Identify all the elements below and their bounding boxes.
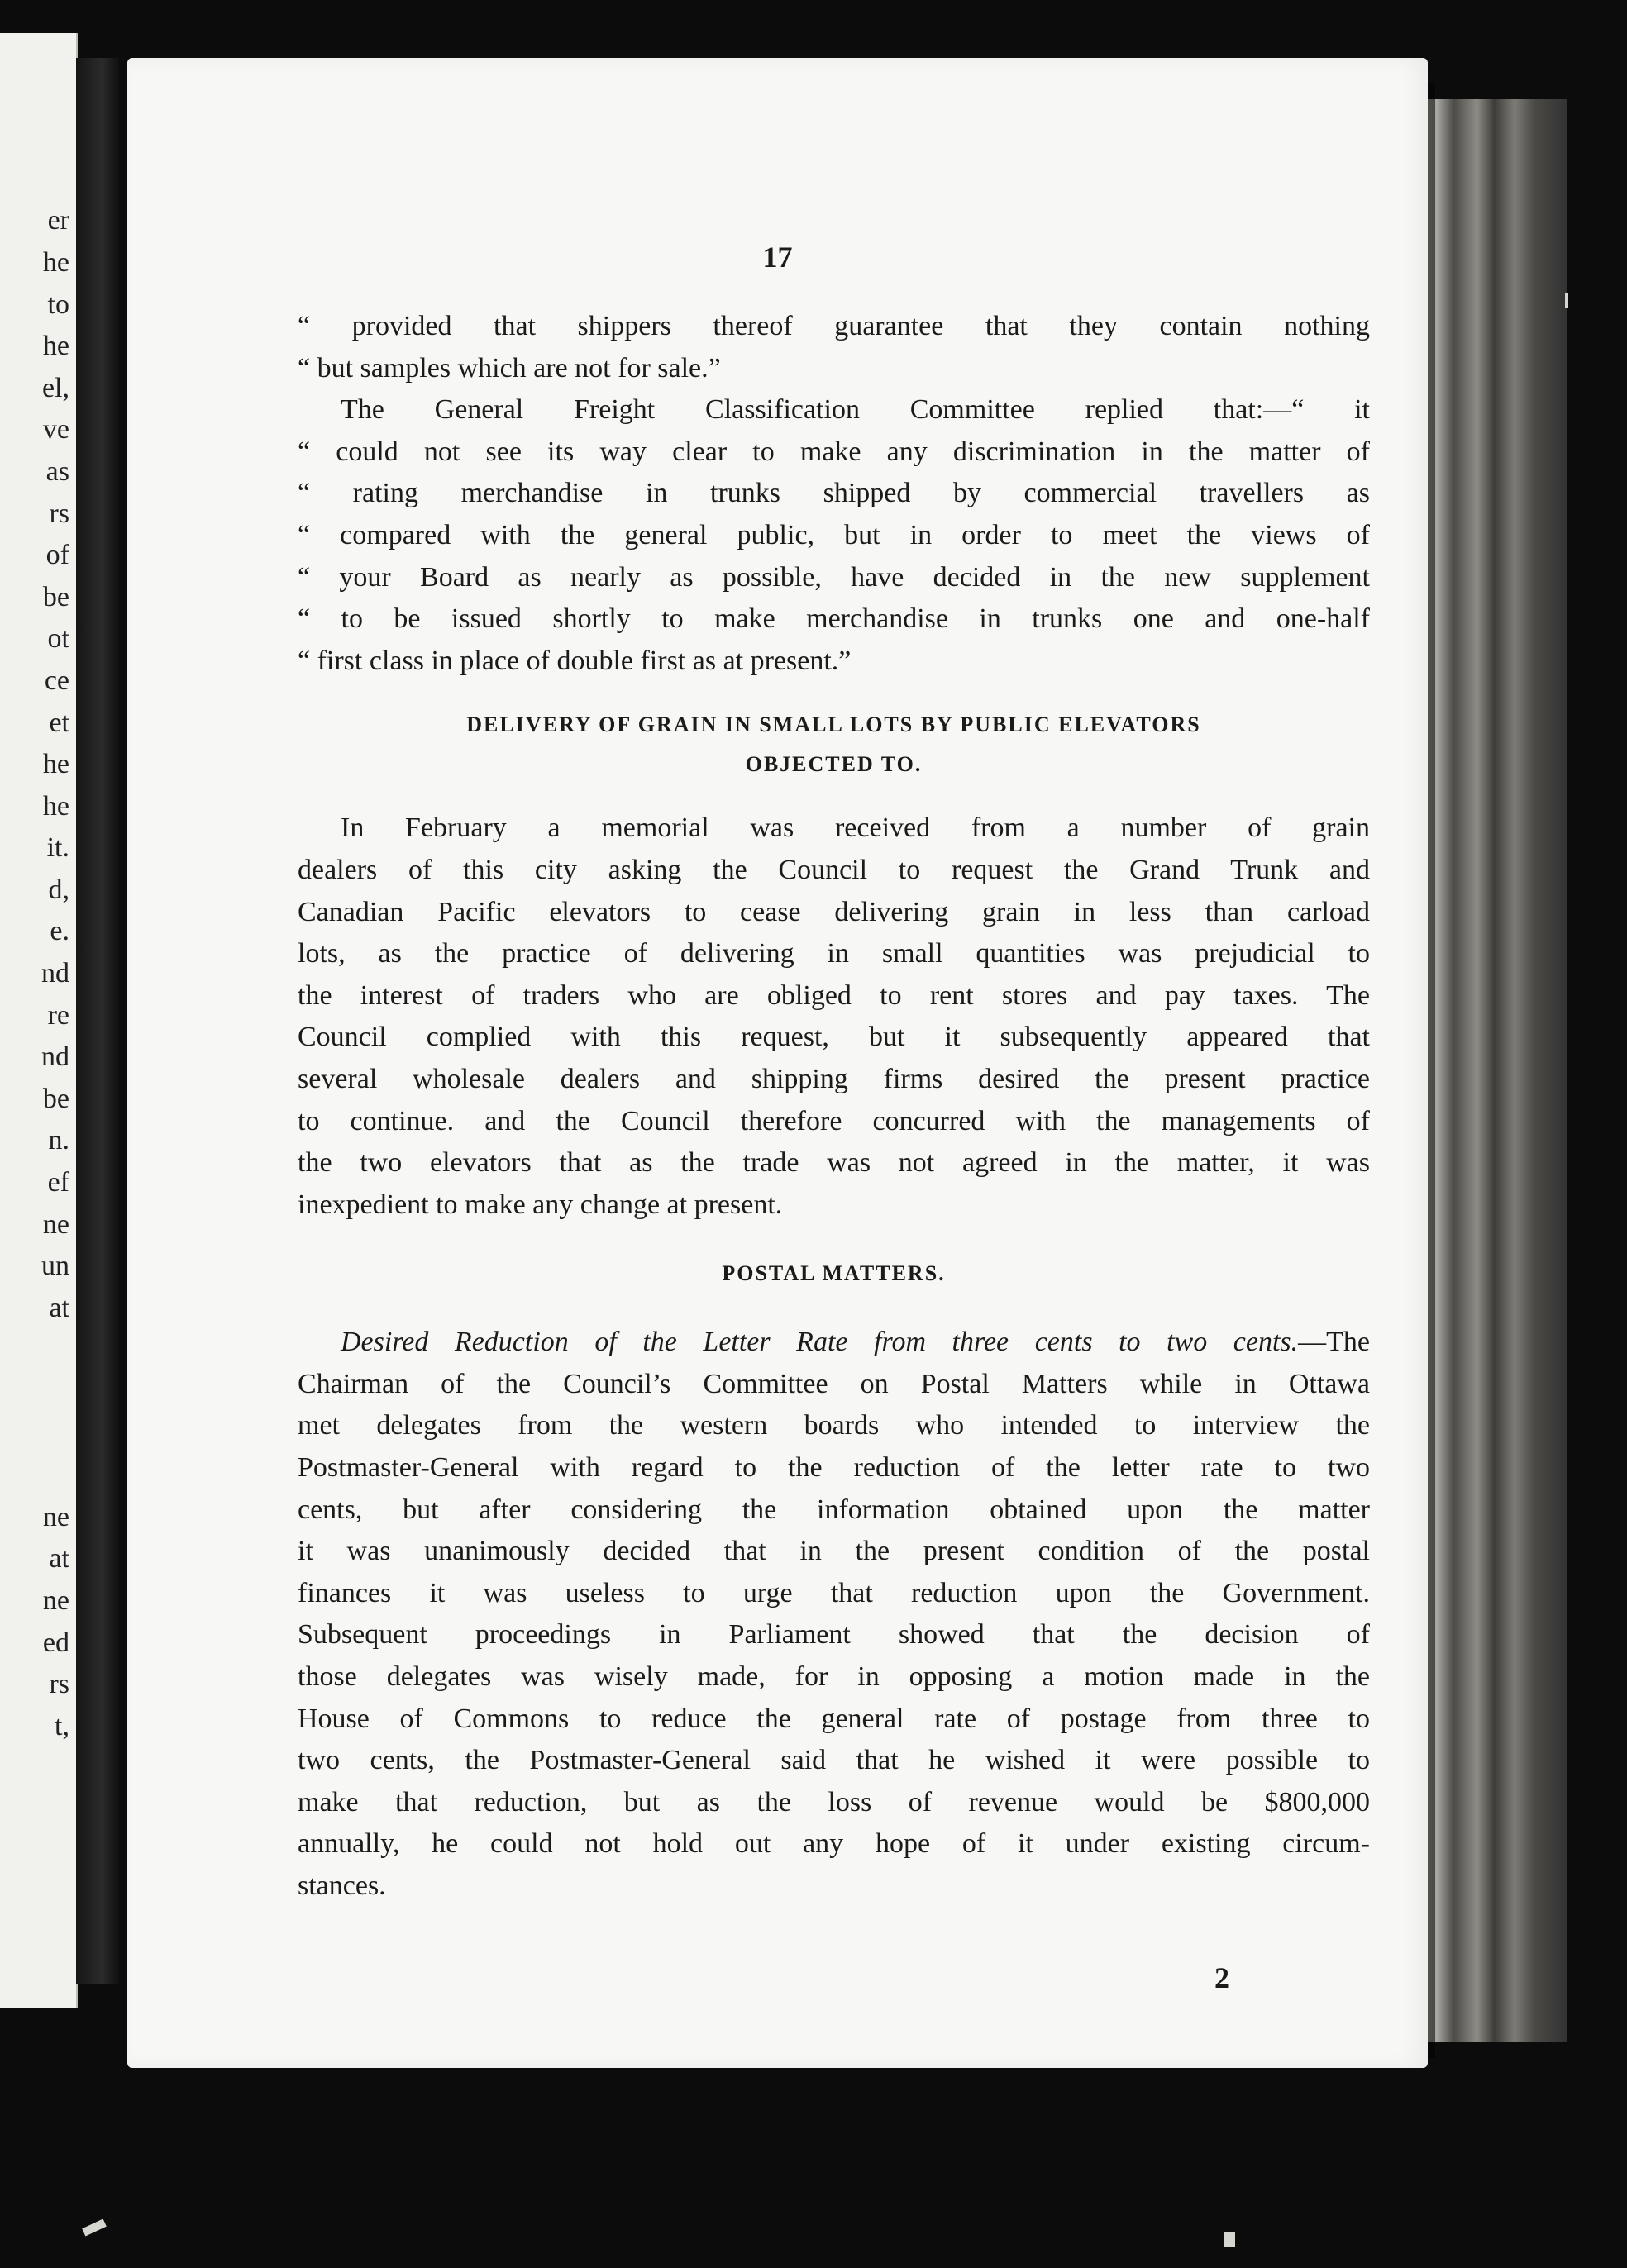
left-page-line-fragments — [0, 33, 74, 2008]
paragraph-line: Chairman of the Council’s Committee on Postal Matters while in Ottawa — [298, 1368, 1370, 1399]
paragraph-line: to continue. and the Council therefore concurred with the managements of — [298, 1105, 1370, 1136]
left-fragment: ne — [42, 1208, 69, 1240]
paragraph-line: make that reduction, but as the loss of revenue would be $800,000 — [298, 1786, 1370, 1818]
left-fragment: at — [49, 1292, 69, 1323]
left-fragment: it. — [46, 832, 69, 864]
left-fragment: be — [42, 581, 69, 612]
left-fragment: ot — [47, 623, 69, 655]
left-fragment: re — [47, 999, 69, 1031]
paragraph-line: House of Commons to reduce the general rate of postage from three to — [298, 1703, 1370, 1734]
postal-subheading: Desired Reduction of the Letter Rate from three cents to two cents. — [341, 1327, 1299, 1358]
left-fragment: as — [45, 455, 69, 487]
paragraph-line: Subsequent proceedings in Parliament showed that the decision of — [298, 1619, 1370, 1651]
left-fragment: of — [45, 540, 69, 571]
left-fragment: er — [47, 205, 69, 236]
postal-first-line-rest: —The — [1298, 1327, 1370, 1358]
left-fragment: nd — [41, 1041, 69, 1073]
left-fragment: rs — [49, 1669, 69, 1700]
book-page — [127, 58, 1428, 2068]
paragraph-line: inexpedient to make any change at present. — [298, 1189, 783, 1220]
left-facing-page — [0, 33, 78, 2008]
paragraph-line: several wholesale dealers and shipping firms desired the present practice — [298, 1063, 1370, 1094]
paragraph-line: “ compared with the general public, but in order to meet the views of — [298, 519, 1370, 550]
left-fragment: be — [42, 1083, 69, 1114]
left-fragment — [0, 33, 74, 75]
left-fragment — [0, 117, 74, 159]
left-fragment: to — [47, 288, 69, 320]
left-fragment: et — [49, 707, 69, 738]
left-fragment: ed — [42, 1627, 69, 1658]
paragraph-line: Canadian Pacific elevators to cease delivering grain in less than carload — [298, 896, 1370, 927]
paragraph-line: “ could not see its way clear to make any discrimination in the matter of — [298, 436, 1370, 467]
left-fragment: ne — [42, 1584, 69, 1616]
paragraph-line: two cents, the Postmaster-General said that he wished it were possible to — [298, 1745, 1370, 1776]
left-fragment: un — [41, 1251, 69, 1282]
paragraph-line: Council complied with this request, but it subsequently appeared that — [298, 1022, 1370, 1053]
left-fragment: he — [42, 331, 69, 362]
left-fragment: ef — [47, 1167, 69, 1198]
left-fragment — [0, 75, 74, 117]
left-fragment — [0, 1455, 74, 1497]
paragraph-line: “ your Board as nearly as possible, have decided in the new supplement — [298, 561, 1370, 593]
left-fragment: el, — [41, 372, 69, 403]
book-gutter — [76, 58, 119, 1984]
film-scratch — [1565, 293, 1568, 308]
left-fragment: he — [42, 790, 69, 822]
left-fragment: rs — [49, 498, 69, 529]
paragraph-line: stances. — [298, 1870, 386, 1901]
paragraph-line: finances it was useless to urge that reduction upon the Government. — [298, 1577, 1370, 1608]
paragraph-line: “ rating merchandise in trunks shipped by commercial travellers as — [298, 478, 1370, 509]
paragraph-line: met delegates from the western boards who intended to interview the — [298, 1410, 1370, 1441]
paragraph-line: dealers of this city asking the Council to request the Grand Trunk and — [298, 854, 1370, 885]
paragraph-line: it was unanimously decided that in the present condition of the postal — [298, 1536, 1370, 1567]
left-fragment: t, — [55, 1710, 69, 1742]
left-fragment: ce — [44, 665, 69, 696]
paragraph-line: annually, he could not hold out any hope of it under existing circum- — [298, 1828, 1370, 1860]
left-fragment — [0, 159, 74, 201]
left-fragment: he — [42, 246, 69, 278]
left-fragment: e. — [50, 916, 69, 947]
left-fragment: n. — [48, 1125, 69, 1156]
left-fragment: nd — [41, 958, 69, 989]
left-fragment: ve — [42, 414, 69, 446]
paragraph-line: In February a memorial was received from a number of grain — [341, 812, 1370, 844]
paragraph-line: those delegates was wisely made, for in opposing a motion made in the — [298, 1661, 1370, 1693]
left-fragment: he — [42, 749, 69, 780]
paragraph-line: The General Freight Classification Committee replied that:—“ it — [341, 394, 1370, 426]
postal-first-line — [298, 1322, 1370, 1364]
paragraph-line: the interest of traders who are obliged to rent stores and pay taxes. The — [298, 979, 1370, 1011]
film-scratch — [1224, 2232, 1235, 2247]
page-body — [298, 306, 1370, 1908]
left-fragment: ne — [42, 1501, 69, 1532]
section-heading-grain-cont: OBJECTED TO. — [745, 752, 923, 777]
book-page-edges — [1422, 99, 1567, 2042]
section-heading-postal: POSTAL MATTERS. — [722, 1261, 946, 1286]
paragraph-line: “ to be issued shortly to make merchandise in trunks one and one-half — [298, 603, 1370, 635]
paragraph-line: lots, as the practice of delivering in small quantities was prejudicial to — [298, 938, 1370, 970]
left-fragment: d, — [48, 874, 69, 905]
section-heading-grain: DELIVERY OF GRAIN IN SMALL LOTS BY PUBLIC ELEVATORS — [466, 712, 1201, 737]
paragraph-line: “ first class in place of double first as at present.” — [298, 645, 852, 676]
left-fragment — [0, 1329, 74, 1371]
left-fragment — [0, 1371, 74, 1413]
signature-mark: 2 — [1214, 1961, 1229, 1994]
quote-line: “ but samples which are not for sale.” — [298, 352, 721, 384]
left-fragment — [0, 1413, 74, 1456]
paragraph-line: the two elevators that as the trade was not agreed in the matter, it was — [298, 1147, 1370, 1179]
film-scratch — [82, 2219, 107, 2237]
paragraph-line: Postmaster-General with regard to the reduction of the letter rate to two — [298, 1452, 1370, 1484]
paragraph-line: cents, but after considering the information obtained upon the matter — [298, 1494, 1370, 1525]
page-number: 17 — [762, 241, 793, 274]
quote-line: “ provided that shippers thereof guarantee that they contain nothing — [298, 311, 1370, 341]
left-fragment: at — [49, 1543, 69, 1575]
